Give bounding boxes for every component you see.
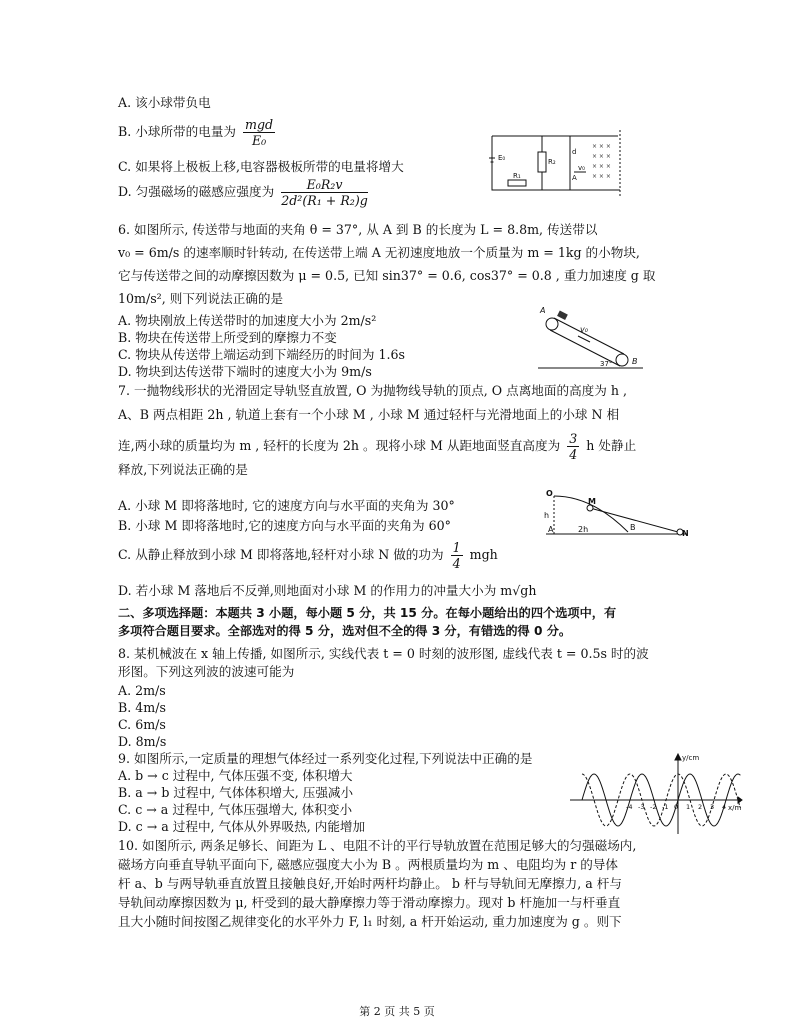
label-a: A — [572, 174, 577, 182]
q10-stem-line-2: 磁场方向垂直导轨平面向下, 磁感应强度大小为 B 。两根质量均为 m 、电阻均为 r 的导体 — [118, 857, 619, 872]
svg-text:× × ×: × × × — [592, 173, 611, 180]
q7-stem-line-2: A、B 两点相距 2h , 轨道上套有一个小球 M , 小球 M 通过轻杆与光滑地面上的小球 N 相 — [118, 407, 620, 422]
q7-option-c-tail: mgh — [469, 547, 498, 562]
q6-stem-line-2: v₀ = 6m/s 的速率顺时针转动, 在传送带上端 A 无初速度地放一个质量为 m = 1kg 的小物块, — [118, 245, 640, 260]
label-n: N — [682, 529, 689, 538]
label-angle: 37° — [600, 360, 613, 368]
section-heading-line-2: 多项符合题目要求。全部选对的得 5 分，选对但不全的得 3 分，有错选的得 0 分。 — [118, 624, 572, 638]
svg-text:× × ×: × × × — [592, 143, 611, 150]
q9-option-c: C. c → a 过程中, 气体压强增大, 体积变小 — [118, 802, 353, 817]
q7-stem-line-3-tail: h 处静止 — [586, 438, 637, 453]
q5-option-b — [118, 117, 278, 148]
x-tick-label: 3 — [710, 803, 715, 811]
q7-stem-line-1: 7. 一抛物线形状的光滑固定导轨竖直放置, O 为抛物线导轨的顶点, O 点离地面的高度为 h , — [118, 383, 627, 398]
q5-option-a: A. 该小球带负电 — [118, 95, 211, 110]
q8-stem-line-2: 形图。下列这列波的波速可能为 — [118, 664, 295, 679]
q7-stem-line-3 — [118, 431, 636, 462]
label-o: O — [546, 489, 553, 498]
label-e0: E₀ — [498, 154, 506, 162]
q7-option-c — [118, 540, 498, 571]
label-d: d — [572, 148, 577, 156]
q7-option-c-text: C. 从静止释放到小球 M 即将落地,轻杆对小球 N 做的功为 — [118, 547, 444, 562]
q5-option-b-text: B. 小球所带的电量为 — [118, 124, 237, 139]
label-a: A — [540, 306, 546, 315]
x-tick-label: 4 — [722, 803, 727, 811]
q7-option-d: D. 若小球 M 落地后不反弹,则地面对小球 M 的作用力的冲量大小为 m√gh — [118, 583, 537, 598]
q6-option-c: C. 物块从传送带上端运动到下端经历的时间为 1.6s — [118, 347, 405, 362]
q8-option-b: B. 4m/s — [118, 700, 166, 715]
fraction-numerator: mgd — [245, 117, 274, 132]
fraction — [451, 540, 463, 571]
q6-stem-line-3: 它与传送带之间的动摩擦因数为 μ = 0.5, 已知 sin37° = 0.6, cos37° = 0.8 , 重力加速度 g 取 — [118, 268, 656, 283]
x-tick-label: 1 — [686, 803, 691, 811]
label-b: B — [632, 357, 638, 366]
fraction — [281, 177, 368, 208]
label-2h: 2h — [578, 525, 589, 534]
axis-x-label: x/m — [728, 804, 742, 812]
q9-option-a: A. b → c 过程中, 气体压强不变, 体积增大 — [118, 768, 353, 783]
label-v0: v₀ — [578, 164, 585, 172]
wave-graph — [566, 752, 746, 836]
label-v0: v₀ — [580, 325, 588, 334]
q6-stem-line-4: 10m/s², 则下列说法正确的是 — [118, 291, 284, 306]
svg-text:× × ×: × × × — [592, 153, 611, 160]
q6-option-b: B. 物块在传送带上所受到的摩擦力不变 — [118, 330, 337, 345]
label-m: M — [588, 497, 596, 506]
q7-stem-line-4: 释放,下列说法正确的是 — [118, 462, 248, 477]
parabola-track-diagram — [542, 486, 692, 542]
fraction-denominator: 2d²(R₁ + R₂)g — [281, 193, 368, 208]
fraction-denominator: E₀ — [251, 133, 267, 148]
q6-stem-line-1: 6. 如图所示, 传送带与地面的夹角 θ = 37°, 从 A 到 B 的长度为 L = 8.8m, 传送带以 — [118, 222, 598, 237]
section-heading-line-1: 二、多项选择题：本题共 3 小题，每小题 5 分，共 15 分。在每小题给出的四个选项中，有 — [118, 606, 617, 620]
svg-text:× × ×: × × × — [592, 163, 611, 170]
q8-option-a: A. 2m/s — [118, 683, 166, 698]
q5-option-d — [118, 177, 371, 208]
x-tick-label: -3 — [638, 803, 645, 811]
fraction-numerator: 3 — [569, 431, 578, 446]
q8-stem-line-1: 8. 某机械波在 x 轴上传播, 如图所示, 实线代表 t = 0 时刻的波形图, 虚线代表 t = 0.5s 时的波 — [118, 646, 649, 661]
x-tick-label: -4 — [626, 803, 633, 811]
q10-stem-line-5: 且大小随时间按图乙规律变化的水平外力 F, l₁ 时刻, a 杆开始运动, 重力加速度为 g 。则下 — [118, 914, 622, 929]
q5-option-c: C. 如果将上极板上移,电容器极板所带的电量将增大 — [118, 159, 404, 174]
fraction — [243, 117, 275, 148]
q9-stem: 9. 如图所示,一定质量的理想气体经过一系列变化过程,下列说法中正确的是 — [118, 751, 533, 766]
page-footer: 第 2 页 共 5 页 — [359, 1005, 435, 1018]
conveyor-belt-diagram — [538, 302, 648, 372]
q9-option-d: D. c → a 过程中, 气体从外界吸热, 内能增加 — [118, 819, 366, 834]
label-a: A — [548, 525, 554, 534]
x-tick-label: 0 — [674, 803, 679, 811]
q7-stem-line-3-text: 连,两小球的质量均为 m , 轻杆的长度为 2h 。现将小球 M 从距地面竖直高度为 — [118, 438, 561, 453]
fraction-numerator: E₀R₂v — [281, 177, 368, 193]
q10-stem-line-1: 10. 如图所示, 两条足够长、间距为 L 、电阻不计的平行导轨放置在范围足够大的匀强磁场内, — [118, 838, 637, 853]
q7-option-a: A. 小球 M 即将落地时, 它的速度方向与水平面的夹角为 30° — [118, 498, 455, 513]
axis-y-label: y/cm — [682, 754, 700, 762]
fraction-numerator: 1 — [452, 540, 461, 555]
q5-option-d-text: D. 匀强磁场的磁感应强度为 — [118, 184, 275, 199]
label-h: h — [544, 511, 550, 520]
x-tick-label: -2 — [650, 803, 657, 811]
q8-option-d: D. 8m/s — [118, 734, 167, 749]
q8-option-c: C. 6m/s — [118, 717, 166, 732]
q10-stem-line-4: 导轨间动摩擦因数为 μ, 杆受到的最大静摩擦力等于滑动摩擦力。现对 b 杆施加一与杆垂直 — [118, 895, 621, 910]
label-r2: R₂ — [548, 158, 556, 166]
fraction-denominator: 4 — [569, 447, 578, 462]
x-tick-label: -1 — [662, 803, 669, 811]
label-r1: R₁ — [513, 172, 521, 180]
q9-option-b: B. a → b 过程中, 气体体积增大, 压强减小 — [118, 785, 354, 800]
fraction-denominator: 4 — [452, 556, 461, 571]
circuit-diagram — [488, 128, 636, 200]
q6-option-a: A. 物块刚放上传送带时的加速度大小为 2m/s² — [118, 313, 377, 328]
q7-option-b: B. 小球 M 即将落地时,它的速度方向与水平面的夹角为 60° — [118, 518, 451, 533]
x-tick-label: 2 — [698, 803, 703, 811]
fraction — [567, 431, 579, 462]
label-b: B — [630, 523, 636, 532]
q10-stem-line-3: 杆 a、b 与两导轨垂直放置且接触良好,开始时两杆均静止。 b 杆与导轨间无摩擦力, a 杆与 — [118, 876, 622, 891]
q6-option-d: D. 物块到达传送带下端时的速度大小为 9m/s — [118, 364, 372, 379]
